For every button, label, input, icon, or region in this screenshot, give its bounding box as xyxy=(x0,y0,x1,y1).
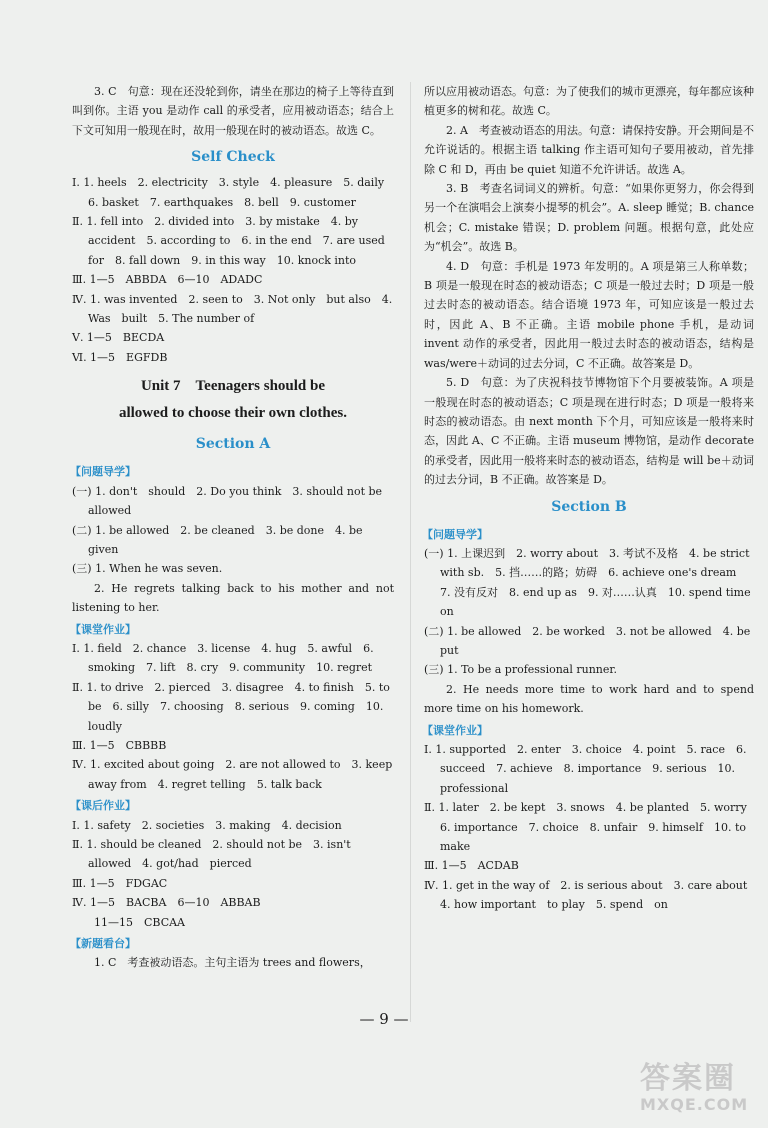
self-check-1: Ⅰ. 1. heels 2. electricity 3. style 4. pleasure 5. daily 6. basket 7. earthquakes 8. bell 9. customer xyxy=(72,176,396,209)
classwork-a-1: Ⅰ. 1. field 2. chance 3. license 4. hug 5. awful 6. smoking 7. lift 8. cry 9. community 10. regret xyxy=(72,641,374,675)
homework-a-1: Ⅰ. 1. safety 2. societies 3. making 4. decision xyxy=(72,818,342,832)
self-check-3: Ⅲ. 1—5 ABBDA 6—10 ADADC xyxy=(72,273,263,287)
section-a-heading: Section A xyxy=(195,436,271,453)
left-column xyxy=(72,82,394,973)
classwork-a-2: Ⅱ. 1. to drive 2. pierced 3. disagree 4. to finish 5. to be 6. silly 7. choosing 8. serious 9. coming 10. loudly xyxy=(72,680,390,733)
watermark-logo xyxy=(640,1062,750,1118)
watermark-top: 答案圈 xyxy=(640,1061,736,1096)
new-question-1: 1. C 考查被动语态。主句主语为 trees and flowers， xyxy=(94,956,371,970)
page-number: — 9 — xyxy=(359,1010,409,1028)
classwork-b-1: Ⅰ. 1. supported 2. enter 3. choice 4. point 5. race 6. succeed 7. achieve 8. importance 9. serious 10. professional xyxy=(424,743,747,795)
tag-classwork-b: 【课堂作业】 xyxy=(422,723,488,737)
right-para-2: 2. A 考查被动语态的用法。句意：请保持安静。开会期间是不允许说话的。根据主语 talking 作主语可知句子要用被动，首先排除 C 和 D，再由 be quiet 知道不允许讲话。故选 A。 xyxy=(424,123,754,176)
tag-new-questions: 【新题看台】 xyxy=(70,937,136,951)
tag-guide-b: 【问题导学】 xyxy=(422,527,488,541)
right-para-4: 4. D 句意：手机是 1973 年发明的。A 项是第三人称单数；B 项是一般现在时态的被动语态；C 项是一般过去时；D 项是一般过去时态的被动语态。结合语境 1973 年，可知应该是一般过去时，因此 A、B 不正确。主语 mobile phone 手机，是动词 invent 动作的承受者，因此用一般过去时态的被动语态，结构是 was/were＋动词的过去分词，C 不正确。故答案是 D。 xyxy=(424,259,754,370)
homework-a-4: Ⅳ. 1—5 BACBA 6—10 ABBAB xyxy=(72,896,261,910)
classwork-a-3: Ⅲ. 1—5 CBBBB xyxy=(72,738,167,752)
right-para-5: 5. D 句意：为了庆祝科技节博物馆下个月要被装饰。A 项是一般现在时态的被动语态；C 项是现在进行时态；D 项是一般将来时态的被动语态。由 next month 下个月，可知应该是一般将来时态，因此 A、C 不正确。主语 museum 博物馆，是动作 decorate 的承受者，因此用一般将来时态的被动语态，结构是 will be＋动词的过去分词，B 不正确。故答案是 D。 xyxy=(424,376,754,487)
classwork-a-4: Ⅳ. 1. excited about going 2. are not allowed to 3. keep away from 4. regret telling 5. talk back xyxy=(72,758,393,791)
unit-title xyxy=(72,373,394,427)
watermark-bottom: MXQE.COM xyxy=(640,1095,749,1114)
self-check-2: Ⅱ. 1. fell into 2. divided into 3. by mistake 4. by accident 5. according to 6. in the end 7. are used for 8. fall down 9. in this way 10. knock into xyxy=(72,215,385,267)
right-column xyxy=(422,82,759,915)
classwork-b-2: Ⅱ. 1. later 2. be kept 3. snows 4. be planted 5. worry 6. importance 7. choice 8. unfair 9. himself 10. to make xyxy=(424,801,758,854)
right-para-1: 所以应用被动语态。句意：为了使我们的城市更漂亮，每年都应该种植更多的树和花。故选 C。 xyxy=(424,85,754,118)
unit-title-line-2: allowed to choose their own clothes. xyxy=(118,405,348,422)
guide-a-1: (一) 1. don't should 2. Do you think 3. should not be allowed xyxy=(72,484,383,518)
guide-b-4: 2. He needs more time to work hard and to spend more time on his homework. xyxy=(424,682,754,716)
guide-a-4: 2. He regrets talking back to his mother and not listening to her. xyxy=(72,581,394,615)
guide-a-3: (三) 1. When he was seven. xyxy=(72,562,223,576)
guide-b-3: (三) 1. To be a professional runner. xyxy=(424,663,617,677)
self-check-5: Ⅴ. 1—5 BECDA xyxy=(72,331,165,345)
homework-a-2: Ⅱ. 1. should be cleaned 2. should not be 3. isn't allowed 4. got/had pierced xyxy=(72,838,351,871)
guide-a-2: (二) 1. be allowed 2. be cleaned 3. be done 4. be given xyxy=(72,523,363,556)
self-check-heading: Self Check xyxy=(191,149,275,166)
classwork-b-3: Ⅲ. 1—5 ACDAB xyxy=(424,859,519,873)
self-check-6: Ⅵ. 1—5 EGFDB xyxy=(72,350,168,364)
guide-b-1: (一) 1. 上课迟到 2. worry about 3. 考试不及格 4. be strict with sb. 5. 挡……的路；妨碍 6. achieve one's dream 7. 没有反对 8. end up as 9. 对……认真 10. spend time on xyxy=(424,546,751,619)
left-intro: 3. C 句意：现在还没轮到你，请坐在那边的椅子上等待直到叫到你。主语 you 是动作 call 的承受者，应用被动语态；结合上下文可知用一般现在时，故用一般现在时的被动语态。故选 C。 xyxy=(72,85,394,137)
homework-a-5: 11—15 CBCAA xyxy=(94,915,186,929)
tag-homework-a: 【课后作业】 xyxy=(70,799,136,813)
tag-guide-a: 【问题导学】 xyxy=(70,465,136,479)
homework-a-3: Ⅲ. 1—5 FDGAC xyxy=(72,876,168,890)
self-check-4: Ⅳ. 1. was invented 2. seen to 3. Not only but also 4. Was built 5. The number of xyxy=(72,292,393,326)
unit-title-line-1: Unit 7 Teenagers should be xyxy=(140,378,326,395)
column-divider xyxy=(410,82,411,1022)
tag-classwork-a: 【课堂作业】 xyxy=(70,622,136,636)
right-para-3: 3. B 考查名词词义的辨析。句意：“如果你更努力，你会得到另一个在演唱会上演奏小提琴的机会”。A. sleep 睡觉；B. chance 机会；C. mistake 错误；D. problem 问题。根据句意，此处应为“机会”。故选 B。 xyxy=(424,182,754,254)
section-b-heading: Section B xyxy=(551,498,627,515)
classwork-b-4: Ⅳ. 1. get in the way of 2. is serious about 3. care about 4. how important to play 5. spend on xyxy=(424,878,759,912)
guide-b-2: (二) 1. be allowed 2. be worked 3. not be allowed 4. be put xyxy=(424,624,751,657)
